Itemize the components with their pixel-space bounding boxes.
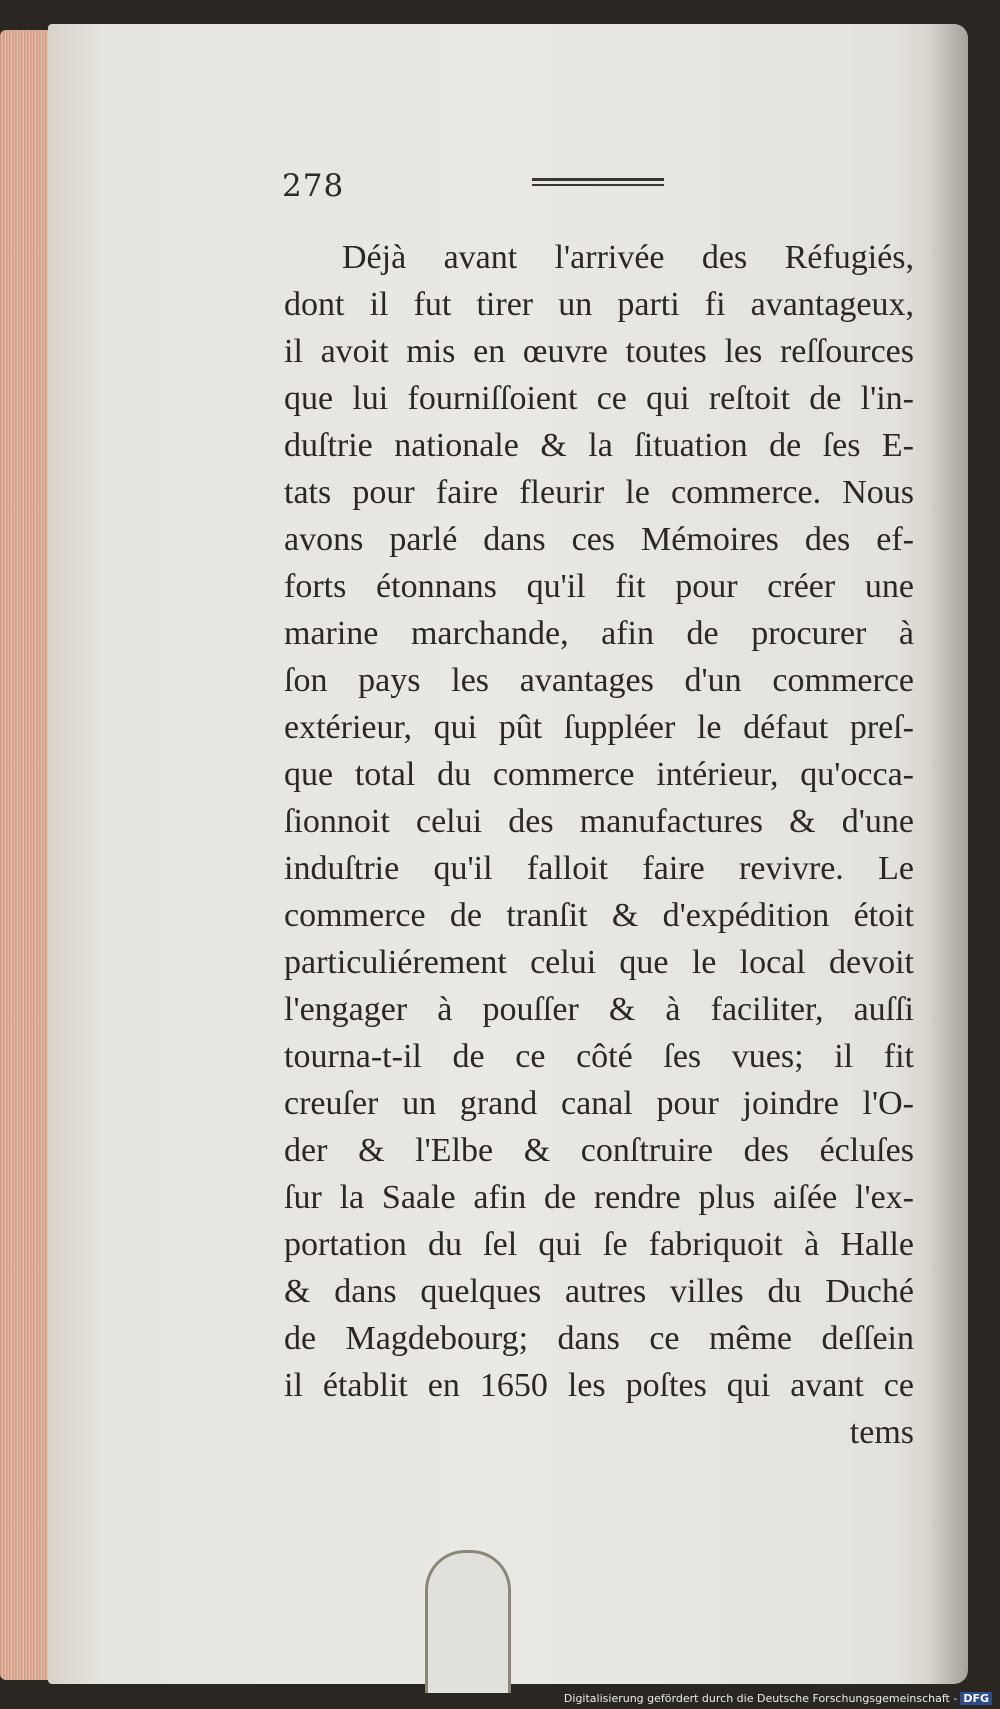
thumb-tab-notch: [425, 1550, 511, 1693]
text-line: Déjà avant l'arrivée des Réfugiés,: [342, 239, 914, 276]
catchword: tems: [849, 1414, 914, 1451]
text-line: commerce de tranſit & d'expédition étoit: [284, 897, 914, 934]
digitization-credit: [564, 1692, 992, 1705]
text-line: marine marchande, afin de procurer à: [284, 615, 914, 652]
text-line: portation du ſel qui ſe fabriquoit à Halle: [284, 1226, 914, 1263]
body-text: [284, 234, 914, 1456]
gutter-shadow: [928, 24, 968, 1684]
text-line: ſon pays les avantages d'un commerce: [284, 662, 914, 699]
text-line: creuſer un grand canal pour joindre l'O-: [284, 1085, 914, 1122]
text-line: particuliérement celui que le local devoit: [284, 944, 914, 981]
text-line: dont il fut tirer un parti fi avantageux,: [284, 286, 914, 323]
text-line: & dans quelques autres villes du Duché: [284, 1273, 914, 1310]
text-line: il avoit mis en œuvre toutes les reſſources: [284, 333, 914, 370]
text-line: ſionnoit celui des manufactures & d'une: [284, 803, 914, 840]
text-line: duſtrie nationale & la ſituation de ſes E-: [284, 427, 914, 464]
text-line: l'engager à pouſſer & à faciliter, auſſi: [284, 991, 914, 1028]
text-line: der & l'Elbe & conſtruire des écluſes: [284, 1132, 914, 1169]
text-line: tats pour faire fleurir le commerce. Nous: [284, 474, 914, 511]
text-line: tourna-t-il de ce côté ſes vues; il fit: [284, 1038, 914, 1075]
text-line: ſur la Saale afin de rendre plus aiſée l'ex-: [284, 1179, 914, 1216]
text-line: avons parlé dans ces Mémoires des ef-: [284, 521, 914, 558]
text-line: induſtrie qu'il falloit faire revivre. Le: [284, 850, 914, 887]
header-ornament-rule: [532, 178, 664, 189]
text-line: de Magdebourg; dans ce même deſſein: [284, 1320, 914, 1357]
text-line: il établit en 1650 les poſtes qui avant ce: [284, 1367, 914, 1404]
text-line: que lui fourniſſoient ce qui reſtoit de l'in-: [284, 380, 914, 417]
text-line: que total du commerce intérieur, qu'occa-: [284, 756, 914, 793]
text-line: extérieur, qui pût ſuppléer le défaut preſ-: [284, 709, 914, 746]
page-number: 278: [282, 168, 345, 204]
dfg-logo: DFG: [960, 1692, 992, 1705]
credit-text: Digitalisierung gefördert durch die Deutsche Forschungsgemeinschaft -: [563, 1692, 958, 1705]
text-line: forts étonnans qu'il fit pour créer une: [284, 568, 914, 605]
